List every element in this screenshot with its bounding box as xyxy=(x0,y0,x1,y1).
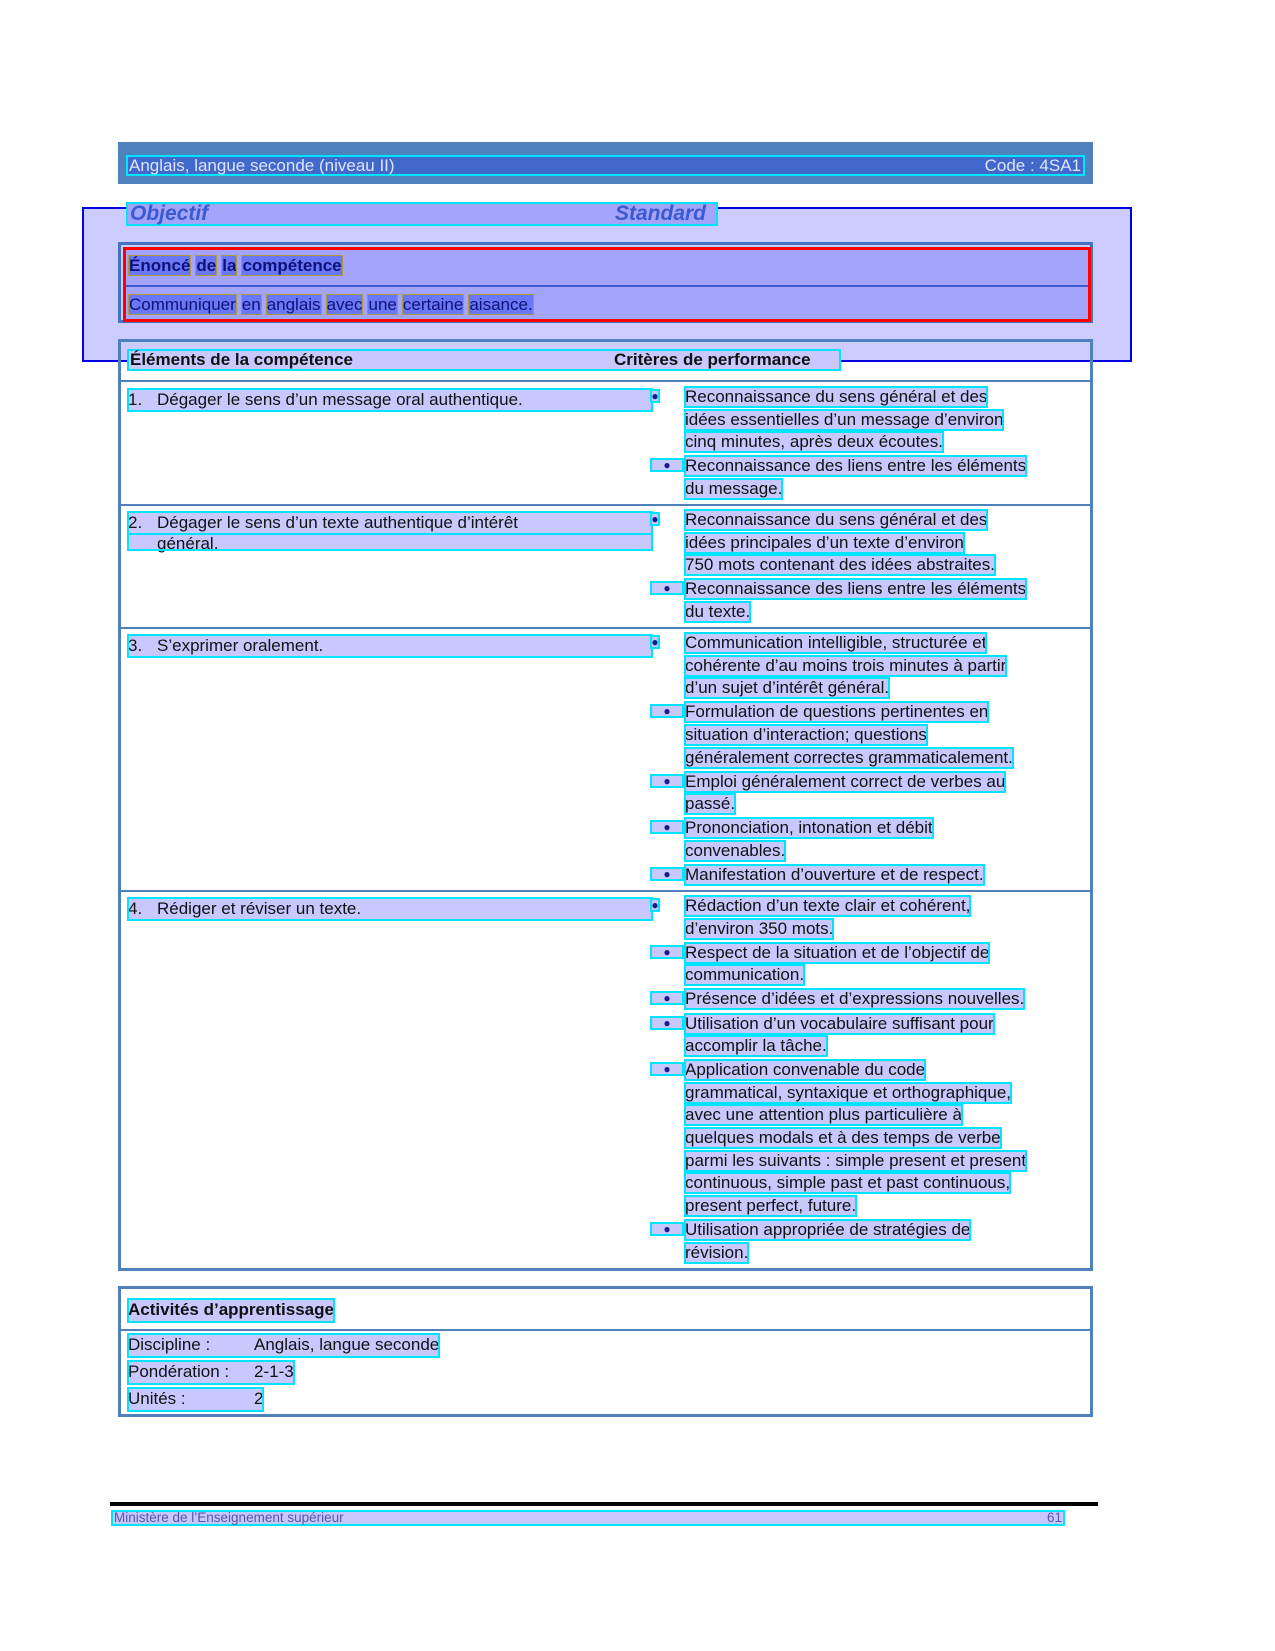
criterion-line: Prononciation, intonation et débit xyxy=(685,818,933,838)
statement-word: anglais xyxy=(266,295,321,314)
bullet-icon: ● xyxy=(651,635,659,649)
criterion-line: cinq minutes, après deux écoutes. xyxy=(685,432,943,452)
criterion-line: Reconnaissance du sens général et des xyxy=(685,387,988,406)
table-header xyxy=(128,350,840,370)
units-value: 2 xyxy=(254,1389,264,1408)
row-divider xyxy=(121,627,1090,629)
bullet-icon: ● xyxy=(651,1063,683,1075)
course-title: Anglais, langue seconde (niveau II) xyxy=(129,156,395,175)
objective-label: Objectif xyxy=(130,202,209,225)
bullet-icon: ● xyxy=(651,582,683,594)
course-code: Code : 4SA1 xyxy=(984,156,1081,175)
statement-word: la xyxy=(222,256,237,275)
divider xyxy=(121,380,1090,382)
criterion-line: Manifestation d’ouverture et de respect. xyxy=(685,865,984,884)
criterion-line: Application convenable du code xyxy=(685,1060,926,1080)
element-text xyxy=(128,512,652,553)
element-number: 1. xyxy=(128,390,143,409)
footer-ministry: Ministère de l’Enseignement supérieur xyxy=(114,1510,344,1525)
units-label: Unités : xyxy=(128,1389,186,1408)
statement-text xyxy=(129,294,539,317)
element-label: Dégager le sens d’un message oral authentique. xyxy=(157,390,523,409)
statement-heading xyxy=(129,255,348,278)
statement-word: une xyxy=(368,295,397,314)
weight-value: 2-1-3 xyxy=(254,1362,294,1381)
criterion-line: Formulation de questions pertinentes en xyxy=(685,702,989,722)
element-text xyxy=(128,635,652,657)
criterion-line: Communication intelligible, structurée et xyxy=(685,633,987,652)
bullet-icon: ● xyxy=(651,705,683,717)
statement-word: Communiquer xyxy=(129,295,236,314)
statement-word: Énoncé xyxy=(129,256,191,275)
criterion-line: accomplir la tâche. xyxy=(685,1036,827,1056)
element-number: 2. xyxy=(128,513,143,532)
bullet-icon: ● xyxy=(651,1017,683,1029)
criterion-line: present perfect, future. xyxy=(685,1195,857,1215)
criterion-line: passé. xyxy=(685,794,736,814)
element-line xyxy=(128,534,652,553)
bullet-icon: ● xyxy=(651,459,683,471)
element-label: Dégager le sens d’un texte authentique d’intérêt xyxy=(157,513,519,532)
criterion-line: Utilisation d’un vocabulaire suffisant pour xyxy=(685,1013,994,1033)
criterion-line: Reconnaissance du sens général et des xyxy=(685,510,988,529)
criterion-line: Emploi généralement correct de verbes au xyxy=(685,771,1006,791)
units-line xyxy=(128,1388,263,1411)
row-divider xyxy=(121,890,1090,892)
discipline-line xyxy=(128,1334,439,1357)
discipline-label: Discipline : xyxy=(128,1335,211,1354)
statement-word: en xyxy=(241,295,261,314)
criterion-line: quelques modals et à des temps de verbe xyxy=(685,1128,1001,1147)
criterion-line: convenables. xyxy=(685,840,786,860)
criterion-line: révision. xyxy=(685,1242,749,1262)
criterion-line: situation d’interaction; questions xyxy=(685,724,927,744)
element-text xyxy=(128,898,652,920)
criterion-line: cohérente d’au moins trois minutes à partir xyxy=(685,655,1007,675)
criterion-line: continuous, simple past et past continuous, xyxy=(685,1173,1011,1193)
criterion-line: idées essentielles d’un message d’environ xyxy=(685,409,1004,429)
element-line xyxy=(128,512,652,534)
criterion-line: Utilisation appropriée de stratégies de xyxy=(685,1219,971,1239)
criterion-line: Rédaction d’un texte clair et cohérent, xyxy=(685,896,971,915)
element-line xyxy=(128,389,652,411)
criterion-line: du texte. xyxy=(685,601,751,621)
activities-heading: Activités d’apprentissage xyxy=(128,1299,334,1322)
criterion-line: généralement correctes grammaticalement. xyxy=(685,747,1013,767)
statement-word: aisance. xyxy=(469,295,533,314)
bullet-icon: ● xyxy=(651,775,683,787)
statement-word: compétence xyxy=(242,256,342,275)
criterion-line: parmi les suivants : simple present et present xyxy=(685,1150,1027,1170)
footer-rule xyxy=(110,1502,1098,1506)
bullet-icon: ● xyxy=(651,512,659,526)
criterion-line: Reconnaissance des liens entre les éléments xyxy=(685,579,1027,599)
bullet-icon: ● xyxy=(651,992,683,1004)
bullet-icon: ● xyxy=(651,898,659,912)
statement-word: de xyxy=(196,256,217,275)
element-number: 4. xyxy=(128,899,143,918)
statement-word: avec xyxy=(326,295,363,314)
criterion-line: communication. xyxy=(685,965,805,985)
footer xyxy=(112,1511,1064,1525)
weight-line xyxy=(128,1361,294,1384)
criterion-line: d’un sujet d’intérêt général. xyxy=(685,678,890,698)
element-line xyxy=(128,635,652,657)
discipline-value: Anglais, langue seconde xyxy=(254,1335,440,1354)
element-text xyxy=(128,389,652,411)
bullet-icon: ● xyxy=(651,821,683,833)
element-line xyxy=(128,898,652,920)
criterion-line: idées principales d’un texte d’environ xyxy=(685,532,964,552)
weight-label: Pondération : xyxy=(128,1362,230,1381)
objective-standard-row xyxy=(128,204,716,224)
element-label: Rédiger et réviser un texte. xyxy=(157,899,362,918)
divider xyxy=(126,285,1088,287)
criterion-line: Respect de la situation et de l’objectif de xyxy=(685,942,990,962)
bullet-icon: ● xyxy=(651,389,659,403)
standard-label: Standard xyxy=(615,202,707,225)
divider xyxy=(121,1329,1090,1331)
element-number: 3. xyxy=(128,636,143,655)
col-elements: Éléments de la compétence xyxy=(130,350,353,369)
criterion-line: du message. xyxy=(685,478,783,498)
course-header xyxy=(128,157,1083,174)
element-label: S’exprimer oralement. xyxy=(157,636,324,655)
bullet-icon: ● xyxy=(651,946,683,958)
criterion-line: Présence d’idées et d’expressions nouvelles. xyxy=(685,989,1025,1009)
criterion-line: grammatical, syntaxique et orthographique, xyxy=(685,1082,1012,1102)
criterion-line: avec une attention plus particulière à xyxy=(685,1105,962,1125)
statement-word: certaine xyxy=(402,295,464,314)
bullet-icon: ● xyxy=(651,868,683,880)
criterion-line: 750 mots contenant des idées abstraites. xyxy=(685,555,995,575)
bullet-icon: ● xyxy=(651,1223,683,1235)
criterion-line: Reconnaissance des liens entre les éléments xyxy=(685,456,1027,476)
page-number: 61 xyxy=(1046,1510,1062,1525)
col-criteria: Critères de performance xyxy=(614,350,811,369)
criterion-line: d’environ 350 mots. xyxy=(685,918,834,938)
element-label: général. xyxy=(157,534,219,553)
row-divider xyxy=(121,504,1090,506)
